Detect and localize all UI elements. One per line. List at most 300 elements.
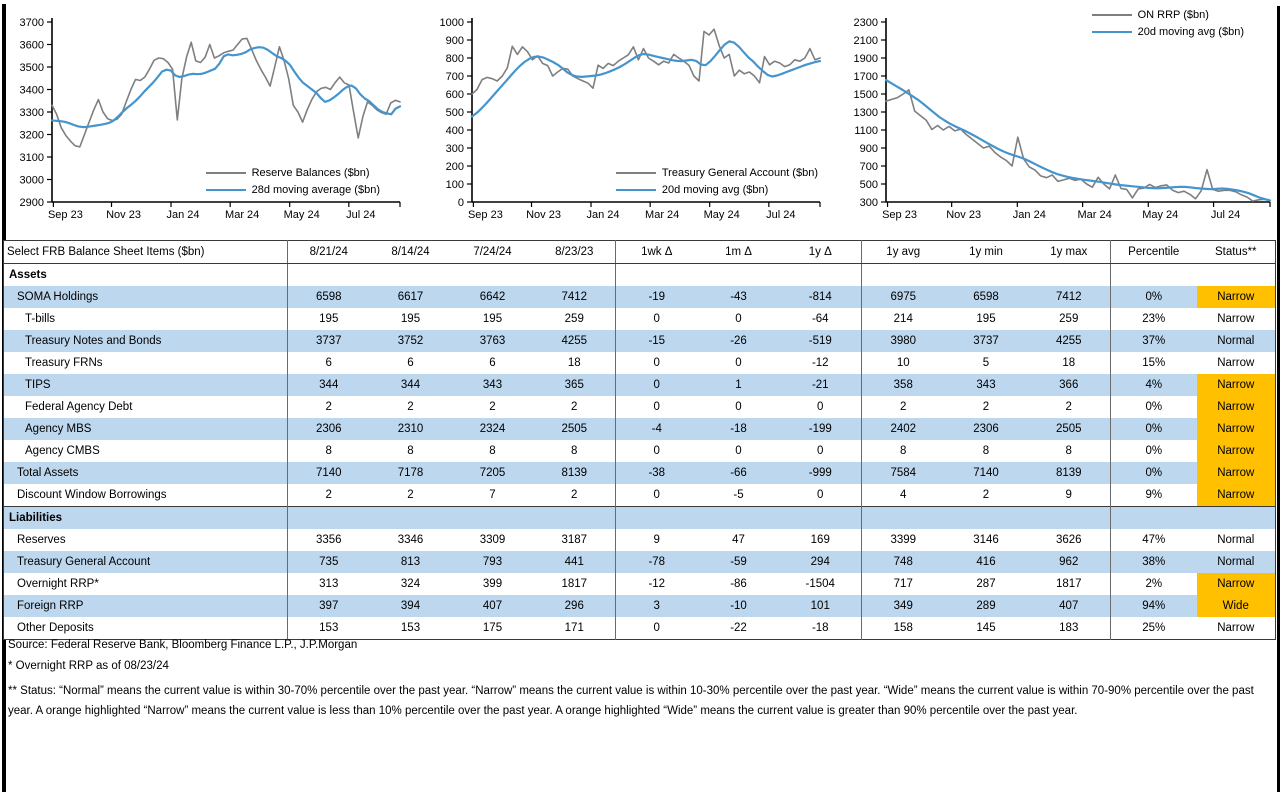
value-cell xyxy=(288,507,370,530)
value-cell: 6 xyxy=(407,357,414,369)
value-cell xyxy=(945,264,1028,287)
row-label: Assets xyxy=(4,264,288,287)
table-row xyxy=(4,617,1276,640)
y-tick-label: 300 xyxy=(445,142,464,155)
value-cell: 344 xyxy=(319,379,339,391)
value-cell: 0 xyxy=(653,401,660,413)
value-cell: 0 xyxy=(653,445,660,457)
row-label: Discount Window Borrowings xyxy=(4,484,288,507)
value-cell xyxy=(862,264,945,287)
value-cell: 8 xyxy=(489,445,496,457)
status-cell: Narrow xyxy=(1197,484,1276,507)
x-tick-label: Nov 23 xyxy=(526,209,561,221)
status-cell: Narrow xyxy=(1197,440,1276,462)
value-cell: -59 xyxy=(730,556,747,568)
value-cell: 4 xyxy=(900,489,907,501)
chart-legend xyxy=(206,164,380,198)
x-tick-label: May 24 xyxy=(703,209,740,221)
value-cell: 10 xyxy=(896,357,910,369)
value-cell: 3346 xyxy=(397,534,424,546)
row-label: Agency CMBS xyxy=(4,440,288,462)
y-tick-label: 2300 xyxy=(853,16,878,29)
y-tick-label: 900 xyxy=(445,34,464,47)
value-cell: 2 xyxy=(534,396,616,418)
value-cell: -12 xyxy=(648,578,666,590)
status-cell xyxy=(1197,507,1276,530)
x-tick-label: May 24 xyxy=(1142,209,1179,221)
value-cell: 441 xyxy=(534,551,616,573)
value-cell: 6 xyxy=(489,357,496,369)
value-cell: 6 xyxy=(325,357,332,369)
y-tick-label: 800 xyxy=(445,52,464,65)
value-cell: 3 xyxy=(653,600,660,612)
value-cell xyxy=(780,264,862,287)
value-cell: 0 xyxy=(653,622,660,634)
value-cell: -38 xyxy=(648,467,666,479)
value-cell: 2505 xyxy=(534,418,616,440)
value-cell: 407 xyxy=(1028,595,1111,617)
status-cell: Narrow xyxy=(1197,396,1276,418)
value-cell: 0 xyxy=(735,401,742,413)
value-cell: 7205 xyxy=(479,467,506,479)
y-tick-label: 2900 xyxy=(19,196,44,209)
value-cell: 7178 xyxy=(397,467,424,479)
row-label: Treasury FRNs xyxy=(4,352,288,374)
row-label: Other Deposits xyxy=(4,617,288,640)
value-cell: 3737 xyxy=(315,335,342,347)
legend-item xyxy=(206,164,380,181)
value-cell: 394 xyxy=(400,600,421,612)
y-tick-label: 1100 xyxy=(854,124,878,137)
y-tick-label: 1700 xyxy=(853,70,878,83)
value-cell: 5 xyxy=(982,357,990,369)
value-cell: 175 xyxy=(482,622,503,634)
value-cell xyxy=(534,507,616,530)
value-cell: 8139 xyxy=(534,462,616,484)
value-cell: 47 xyxy=(732,534,745,546)
x-tick-label: Nov 23 xyxy=(946,209,982,221)
y-tick-label: 500 xyxy=(859,178,878,191)
value-cell: 4255 xyxy=(534,330,616,352)
value-cell: 8 xyxy=(407,445,414,457)
row-label: Treasury Notes and Bonds xyxy=(4,330,288,352)
legend-item-label: ON RRP ($bn) xyxy=(1137,8,1209,21)
value-cell: 2 xyxy=(407,489,414,501)
value-cell: -86 xyxy=(730,578,747,590)
value-cell: -19 xyxy=(648,291,666,303)
value-cell: 343 xyxy=(482,379,503,391)
x-tick-label: Jan 24 xyxy=(166,209,200,221)
value-cell: -66 xyxy=(730,467,747,479)
x-tick-label: Jul 24 xyxy=(1210,209,1241,221)
legend-item xyxy=(206,181,380,198)
value-cell: -999 xyxy=(780,462,862,484)
value-cell: 7584 xyxy=(890,467,917,479)
value-cell: 7140 xyxy=(973,467,999,479)
value-cell: 3752 xyxy=(397,335,424,347)
value-cell: 0 xyxy=(735,357,742,369)
legend-line-swatch xyxy=(616,189,656,191)
x-tick-label: Jan 24 xyxy=(1012,209,1046,221)
status-cell: Narrow xyxy=(1197,418,1276,440)
value-cell: 2 xyxy=(982,401,990,413)
status-cell: Narrow xyxy=(1197,573,1276,595)
value-cell: 3399 xyxy=(890,534,917,546)
value-cell: 0 xyxy=(780,396,862,418)
on-rrp-chart xyxy=(846,4,1276,232)
value-cell: 344 xyxy=(400,379,421,391)
x-tick-label: Jul 24 xyxy=(346,209,376,221)
value-cell: 2 xyxy=(325,489,332,501)
reserve-balances-chart xyxy=(6,4,404,232)
table-row xyxy=(4,396,1276,418)
page-right-border xyxy=(1277,6,1280,792)
value-cell: 735 xyxy=(319,556,339,568)
value-cell: 259 xyxy=(534,308,616,330)
value-cell: 101 xyxy=(780,595,862,617)
value-cell: 4% xyxy=(1145,379,1163,391)
y-tick-label: 700 xyxy=(445,70,464,83)
value-cell: 324 xyxy=(400,578,421,590)
section-row xyxy=(4,507,1276,530)
y-tick-label: 900 xyxy=(859,142,878,155)
row-label: Reserves xyxy=(4,529,288,551)
value-cell: 38% xyxy=(1142,556,1166,568)
value-cell: 3187 xyxy=(534,529,616,551)
column-header: 8/14/24 xyxy=(370,241,452,264)
value-cell: 0 xyxy=(735,313,742,325)
table-row xyxy=(4,529,1276,551)
column-header: Status** xyxy=(1197,241,1276,264)
column-header: 8/23/23 xyxy=(534,241,616,264)
table-row xyxy=(4,286,1276,308)
value-cell: 748 xyxy=(893,556,913,568)
value-cell: 6598 xyxy=(973,291,999,303)
table-row xyxy=(4,595,1276,617)
value-cell: 7140 xyxy=(315,467,342,479)
table-header xyxy=(4,241,1276,264)
value-cell xyxy=(1028,264,1111,287)
value-cell: -15 xyxy=(648,335,666,347)
value-cell: -26 xyxy=(730,335,747,347)
y-tick-label: 400 xyxy=(445,124,464,137)
table-row xyxy=(4,330,1276,352)
column-header: 1y max xyxy=(1028,241,1111,264)
value-cell: 171 xyxy=(534,617,616,640)
value-cell: 169 xyxy=(780,529,862,551)
legend-item-label: 20d moving avg ($bn) xyxy=(661,183,769,196)
value-cell: 349 xyxy=(893,600,913,612)
value-cell: 6617 xyxy=(397,291,424,303)
value-cell: 8 xyxy=(534,440,616,462)
legend-line-swatch xyxy=(616,172,656,174)
value-cell: 8139 xyxy=(1028,462,1111,484)
status-cell: Normal xyxy=(1217,335,1255,347)
value-cell: -5 xyxy=(733,489,744,501)
value-cell: 214 xyxy=(893,313,913,325)
value-cell xyxy=(452,264,534,287)
table-row xyxy=(4,551,1276,573)
table-row xyxy=(4,308,1276,330)
value-cell xyxy=(370,507,452,530)
column-header: 7/24/24 xyxy=(452,241,534,264)
chart-legend xyxy=(616,164,818,198)
value-cell: 0 xyxy=(653,489,660,501)
x-tick-label: Jan 24 xyxy=(586,209,620,221)
value-cell: 9% xyxy=(1145,489,1163,501)
value-cell: 2% xyxy=(1145,578,1163,590)
value-cell: 366 xyxy=(1028,374,1111,396)
value-cell: 158 xyxy=(893,622,913,634)
value-cell: -43 xyxy=(730,291,747,303)
legend-line-swatch xyxy=(206,172,246,174)
legend-item-label: Reserve Balances ($bn) xyxy=(251,166,370,179)
value-cell: 296 xyxy=(534,595,616,617)
y-tick-label: 1000 xyxy=(439,16,464,29)
value-cell xyxy=(534,264,616,287)
legend-item xyxy=(616,164,818,181)
value-cell: 1817 xyxy=(1028,573,1111,595)
value-cell: 2306 xyxy=(315,423,342,435)
y-tick-label: 100 xyxy=(445,178,464,191)
legend-item xyxy=(1092,6,1244,23)
value-cell: 2 xyxy=(407,401,414,413)
table-row xyxy=(4,462,1276,484)
status-cell xyxy=(1197,264,1276,287)
x-tick-label: Mar 24 xyxy=(645,209,680,221)
value-cell: -1504 xyxy=(780,573,862,595)
value-cell: 2 xyxy=(534,484,616,507)
y-tick-label: 3000 xyxy=(19,174,44,187)
row-label: Treasury General Account xyxy=(4,551,288,573)
x-tick-label: Sep 23 xyxy=(882,209,917,221)
value-cell: 9 xyxy=(653,534,660,546)
value-cell: 6598 xyxy=(315,291,342,303)
y-tick-label: 2100 xyxy=(853,34,878,47)
table-row xyxy=(4,418,1276,440)
value-cell: 358 xyxy=(893,379,913,391)
y-tick-label: 3600 xyxy=(19,39,44,52)
overnight-rrp-footnote: * Overnight RRP as of 08/23/24 xyxy=(8,660,169,672)
value-cell: 8 xyxy=(325,445,332,457)
row-label: Agency MBS xyxy=(4,418,288,440)
value-cell: 8 xyxy=(900,445,907,457)
value-cell: 15% xyxy=(1142,357,1166,369)
value-cell: -10 xyxy=(730,600,747,612)
section-row xyxy=(4,264,1276,287)
y-tick-label: 3700 xyxy=(19,16,44,29)
value-cell xyxy=(370,264,452,287)
value-cell: 0% xyxy=(1145,467,1163,479)
column-header: 1y min xyxy=(945,241,1028,264)
y-tick-label: 3100 xyxy=(19,151,44,164)
value-cell: 3626 xyxy=(1028,529,1111,551)
value-cell xyxy=(698,264,780,287)
row-label: Overnight RRP* xyxy=(4,573,288,595)
status-cell: Wide xyxy=(1197,595,1276,617)
row-label: Foreign RRP xyxy=(4,595,288,617)
x-tick-label: Mar 24 xyxy=(225,209,260,221)
value-cell: 7 xyxy=(489,489,496,501)
status-definition-footnote: ** Status: “Normal” means the current value is within 30-70% percentile over the past year. “Narrow” means the current value is within 10-30% percentile over the past year. “Wide” means the current value is within 70-90% percentile over the past year. A orange highlighted “Narrow” means the current value is less than 10% percentile over the past year. A orange highlighted “Wide” means the current value is greater than 90% percentile over the past year. xyxy=(8,685,1254,717)
value-cell: 8 xyxy=(982,445,990,457)
value-cell: 2 xyxy=(982,489,990,501)
value-cell: 0 xyxy=(780,440,862,462)
row-label: TIPS xyxy=(4,374,288,396)
table-row xyxy=(4,352,1276,374)
value-cell: 3309 xyxy=(479,534,506,546)
value-cell: 793 xyxy=(482,556,503,568)
value-cell: 2310 xyxy=(397,423,424,435)
y-tick-label: 3300 xyxy=(19,106,44,119)
value-cell xyxy=(616,507,698,530)
value-cell: -21 xyxy=(780,374,862,396)
value-cell: 365 xyxy=(534,374,616,396)
value-cell: 2 xyxy=(489,401,496,413)
value-cell: 18 xyxy=(534,352,616,374)
value-cell: 153 xyxy=(400,622,421,634)
status-cell: Narrow xyxy=(1217,357,1255,369)
value-cell: 343 xyxy=(976,379,996,391)
value-cell: 397 xyxy=(319,600,339,612)
value-cell: 23% xyxy=(1142,313,1166,325)
table-header-row xyxy=(4,241,1276,264)
y-tick-label: 200 xyxy=(445,160,464,173)
status-cell: Narrow xyxy=(1197,374,1276,396)
legend-line-swatch xyxy=(1092,14,1132,16)
row-label: Liabilities xyxy=(4,507,288,530)
y-tick-label: 0 xyxy=(457,196,464,209)
row-label: SOMA Holdings xyxy=(4,286,288,308)
value-cell: -199 xyxy=(780,418,862,440)
legend-item-label: 20d moving avg ($bn) xyxy=(1137,25,1244,38)
y-tick-label: 700 xyxy=(859,160,878,173)
value-cell: 0 xyxy=(653,379,660,391)
column-header: 1y Δ xyxy=(780,241,862,264)
value-cell: 37% xyxy=(1142,335,1166,347)
column-header: 1wk Δ xyxy=(616,241,698,264)
value-cell xyxy=(452,507,534,530)
x-tick-label: Sep 23 xyxy=(467,209,503,221)
value-cell: 287 xyxy=(976,578,996,590)
value-cell: 195 xyxy=(319,313,339,325)
legend-line-swatch xyxy=(1092,31,1132,33)
series-line xyxy=(886,80,1270,200)
value-cell: 3980 xyxy=(890,335,917,347)
value-cell: 407 xyxy=(482,600,503,612)
value-cell: 259 xyxy=(1028,308,1111,330)
value-cell: 717 xyxy=(893,578,913,590)
value-cell xyxy=(862,507,945,530)
frb-balance-sheet-table xyxy=(3,240,1276,640)
y-tick-label: 600 xyxy=(445,88,464,101)
value-cell: 2324 xyxy=(479,423,506,435)
value-cell: -18 xyxy=(730,423,747,435)
value-cell: 25% xyxy=(1142,622,1166,634)
value-cell: -4 xyxy=(651,423,662,435)
table-body xyxy=(4,264,1276,640)
table-row xyxy=(4,440,1276,462)
value-cell: 0% xyxy=(1145,291,1163,303)
value-cell xyxy=(698,507,780,530)
status-cell: Narrow xyxy=(1197,462,1276,484)
legend-item-label: Treasury General Account ($bn) xyxy=(661,166,818,179)
x-tick-label: Nov 23 xyxy=(106,209,141,221)
value-cell: 94% xyxy=(1142,600,1166,612)
y-tick-label: 500 xyxy=(445,106,464,119)
value-cell: 0 xyxy=(653,357,660,369)
table-row xyxy=(4,374,1276,396)
value-cell: 0% xyxy=(1145,423,1163,435)
column-header: 8/21/24 xyxy=(288,241,370,264)
status-cell: Normal xyxy=(1217,556,1255,568)
value-cell: -519 xyxy=(780,330,862,352)
legend-item xyxy=(1092,23,1244,40)
value-cell: 9 xyxy=(1028,484,1111,507)
table-row xyxy=(4,484,1276,507)
column-header: Percentile xyxy=(1111,241,1197,264)
column-header: 1m Δ xyxy=(698,241,780,264)
row-label: Federal Agency Debt xyxy=(4,396,288,418)
value-cell: 3763 xyxy=(479,335,506,347)
y-tick-label: 1900 xyxy=(853,52,878,65)
x-tick-label: Sep 23 xyxy=(47,209,83,221)
value-cell: 47% xyxy=(1142,534,1166,546)
value-cell: -64 xyxy=(780,308,862,330)
status-cell: Narrow xyxy=(1217,313,1255,325)
value-cell: 962 xyxy=(1028,551,1111,573)
x-tick-label: Jul 24 xyxy=(766,209,796,221)
value-cell: 4255 xyxy=(1028,330,1111,352)
value-cell: 145 xyxy=(976,622,996,634)
value-cell: 289 xyxy=(976,600,996,612)
y-tick-label: 3200 xyxy=(19,129,44,142)
value-cell: 195 xyxy=(482,313,503,325)
x-tick-label: Mar 24 xyxy=(1077,209,1112,221)
value-cell: 18 xyxy=(1028,352,1111,374)
value-cell: 2 xyxy=(900,401,907,413)
y-tick-label: 3500 xyxy=(19,61,44,74)
value-cell xyxy=(1111,264,1197,287)
column-header: Select FRB Balance Sheet Items ($bn) xyxy=(4,241,288,264)
value-cell: 2 xyxy=(325,401,332,413)
value-cell: 3737 xyxy=(973,335,999,347)
row-label: Total Assets xyxy=(4,462,288,484)
value-cell: 7412 xyxy=(534,286,616,308)
value-cell: 0 xyxy=(735,445,742,457)
value-cell: 0% xyxy=(1145,445,1163,457)
value-cell: 813 xyxy=(400,556,421,568)
table-row xyxy=(4,573,1276,595)
status-cell: Narrow xyxy=(1197,286,1276,308)
status-cell: Normal xyxy=(1217,534,1255,546)
value-cell xyxy=(616,264,698,287)
value-cell: -814 xyxy=(780,286,862,308)
value-cell: 294 xyxy=(780,551,862,573)
value-cell xyxy=(1111,507,1197,530)
column-header: 1y avg xyxy=(862,241,945,264)
value-cell: 1817 xyxy=(534,573,616,595)
value-cell: 183 xyxy=(1028,617,1111,640)
value-cell: 0 xyxy=(780,484,862,507)
x-tick-label: May 24 xyxy=(283,209,320,221)
legend-line-swatch xyxy=(206,189,246,191)
value-cell: 0% xyxy=(1145,401,1163,413)
value-cell xyxy=(288,264,370,287)
value-cell: 3146 xyxy=(973,534,999,546)
legend-item xyxy=(616,181,818,198)
value-cell: 2402 xyxy=(890,423,917,435)
